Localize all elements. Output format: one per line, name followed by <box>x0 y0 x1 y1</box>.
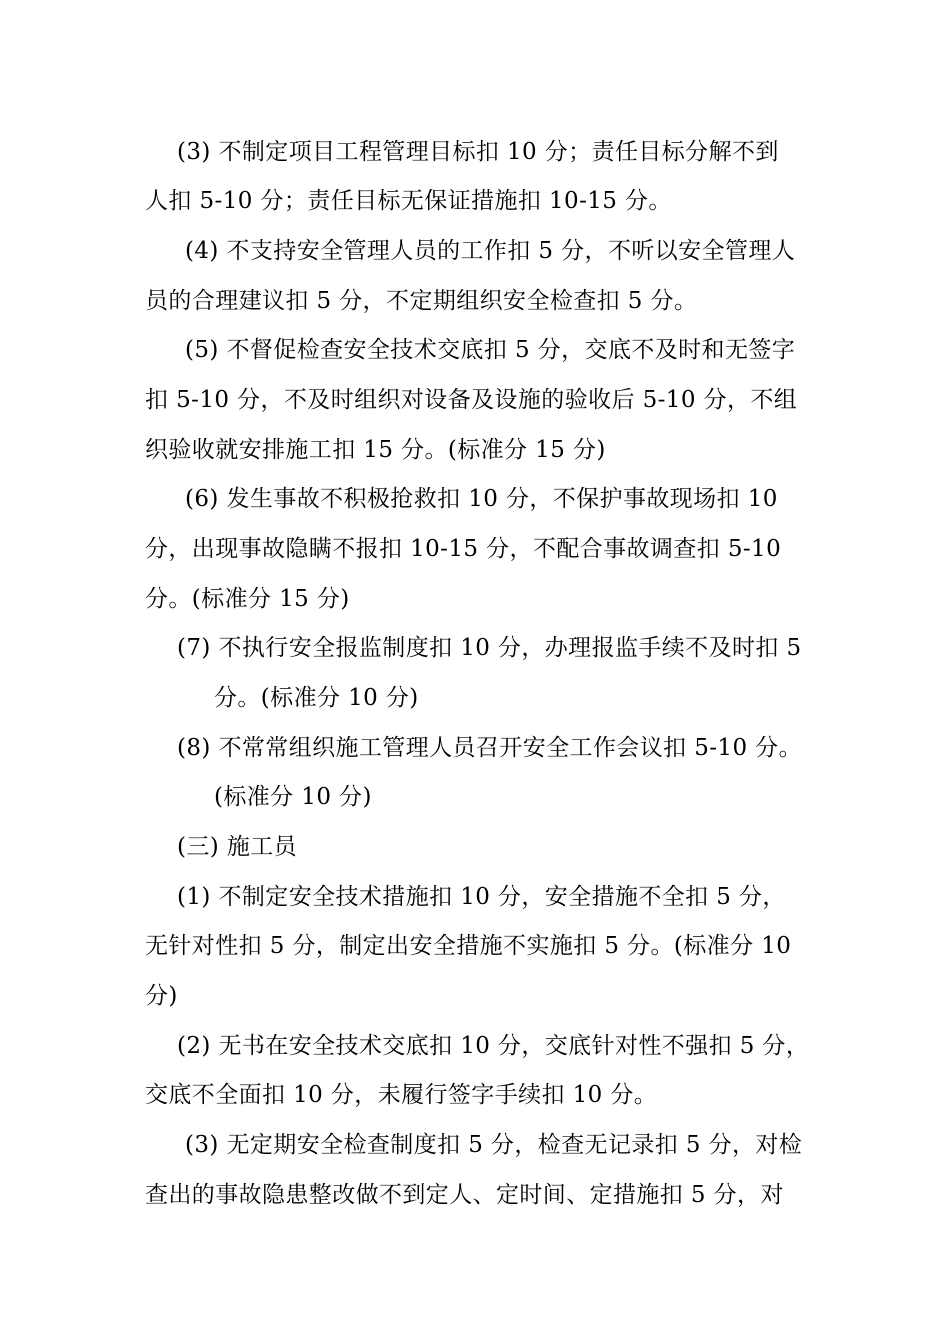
text-line: 分。(标准分 15 分) <box>145 586 350 612</box>
text-line: 织验收就安排施工扣 15 分。(标准分 15 分) <box>145 437 606 463</box>
text-line: (8) 不常常组织施工管理人员召开安全工作会议扣 5-10 分。 <box>177 735 802 761</box>
text-line: (2) 无书在安全技术交底扣 10 分，交底针对性不强扣 5 分， <box>177 1033 810 1059</box>
text-line: (3) 不制定项目工程管理目标扣 10 分；责任目标分解不到 <box>177 139 779 165</box>
section-heading: (三) 施工员 <box>177 834 298 860</box>
text-line: 分) <box>145 983 178 1009</box>
text-line: 查出的事故隐患整改做不到定人、定时间、定措施扣 5 分，对 <box>145 1182 784 1208</box>
text-line: 扣 5-10 分，不及时组织对设备及设施的验收后 5-10 分，不组 <box>145 387 798 413</box>
text-line: (5) 不督促检查安全技术交底扣 5 分，交底不及时和无签字 <box>185 337 796 363</box>
text-line: 交底不全面扣 10 分，未履行签字手续扣 10 分。 <box>145 1082 658 1108</box>
text-line: 分，出现事故隐瞒不报扣 10-15 分，不配合事故调查扣 5-10 <box>145 536 782 562</box>
text-line: 人扣 5-10 分；责任目标无保证措施扣 10-15 分。 <box>145 188 672 214</box>
text-line: (7) 不执行安全报监制度扣 10 分，办理报监手续不及时扣 5 <box>177 635 802 661</box>
text-line: 无针对性扣 5 分，制定出安全措施不实施扣 5 分。(标准分 10 <box>145 933 792 959</box>
text-line: (3) 无定期安全检查制度扣 5 分，检查无记录扣 5 分，对检 <box>185 1132 803 1158</box>
text-line: 分。(标准分 10 分) <box>214 685 419 711</box>
text-line: (标准分 10 分) <box>214 784 372 810</box>
text-line: (4) 不支持安全管理人员的工作扣 5 分，不听以安全管理人 <box>185 238 796 264</box>
text-line: 员的合理建议扣 5 分，不定期组织安全检查扣 5 分。 <box>145 288 698 314</box>
text-line: (1) 不制定安全技术措施扣 10 分，安全措施不全扣 5 分， <box>177 884 786 910</box>
text-line: (6) 发生事故不积极抢救扣 10 分，不保护事故现场扣 10 <box>185 486 778 512</box>
